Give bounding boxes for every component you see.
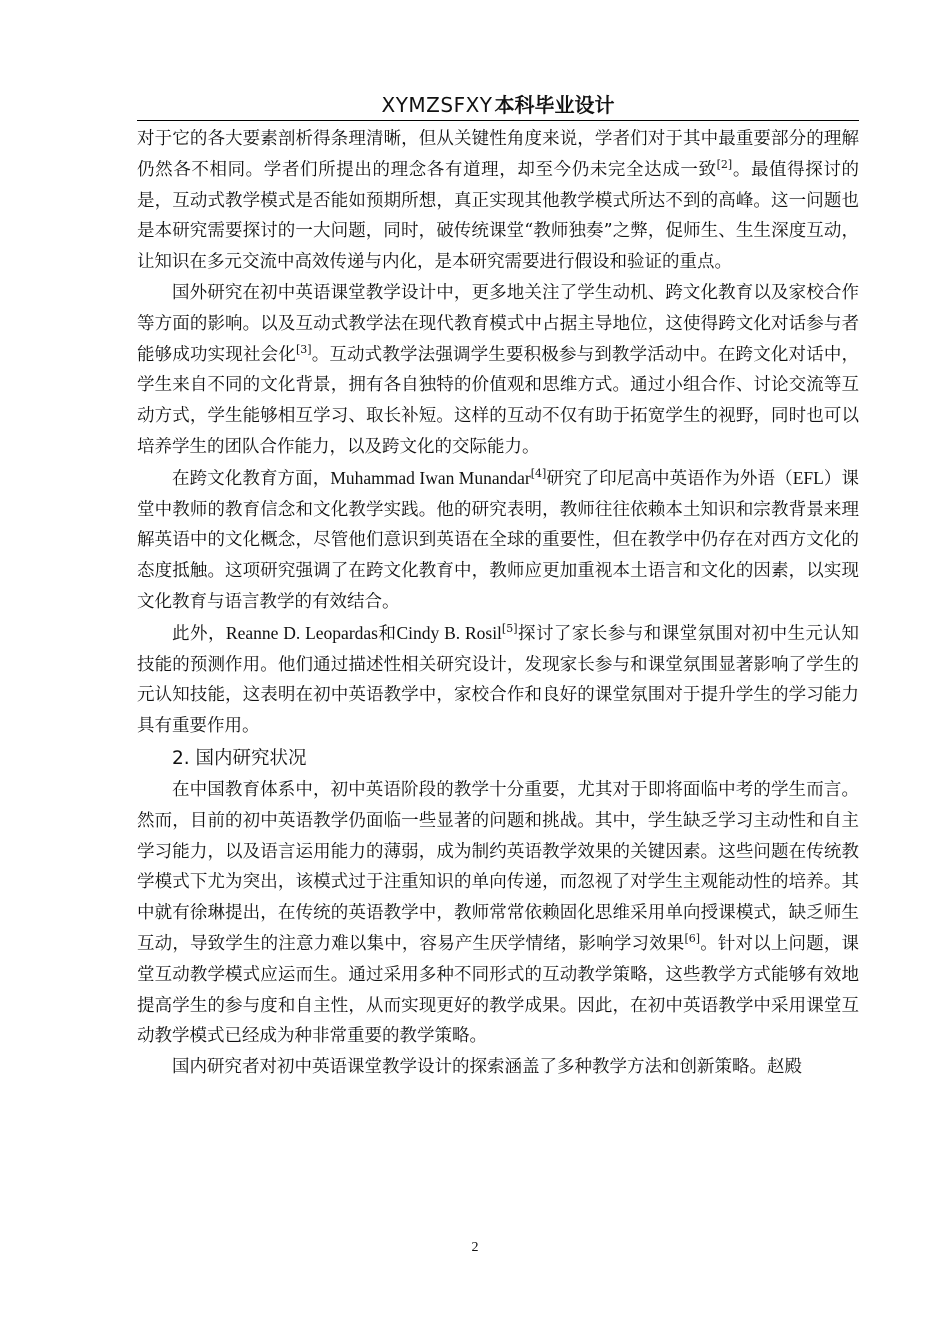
- citation-ref: [5]: [501, 621, 518, 635]
- citation-ref: [2]: [716, 157, 733, 171]
- paragraph-6: [137, 1052, 859, 1083]
- paragraph-3: [137, 463, 859, 618]
- document-body: [137, 124, 859, 1083]
- paragraph-2: [137, 278, 859, 463]
- paragraph-text: 对于它的各大要素剖析得条理清晰，但从关键性角度来说，学者们对于其中最重要部分的理解仍然各不相同。学者们所提出的理念各有道理，却至今仍未完全达成一致: [137, 129, 859, 180]
- paragraph-text: 此外，: [172, 623, 226, 644]
- paragraph-text: 探讨了家长参与和课堂氛围对初中生元认知技能的预测作用。他们通过描述性相关研究设计，发现家长参与和课堂氛围显著影响了学生的元认知技能，这表明在初中英语教学中，家校合作和良好的课堂氛围对于提升学生的学习能力具有重要作用。: [137, 623, 859, 737]
- paragraph-text: 在跨文化教育方面，: [172, 468, 331, 489]
- author-name: Muhammad Iwan Munandar: [330, 467, 531, 488]
- paragraph-text: 国内研究者对初中英语课堂教学设计的探索涵盖了多种教学方法和创新策略。赵殿: [172, 1057, 802, 1078]
- paragraph-text: 。针对以上问题，课堂互动教学模式应运而生。通过采用多种不同形式的互动教学策略，这些教学方式能够有效地提高学生的参与度和自主性，从而实现更好的教学成果。因此，在初中英语教学中采用课堂互动教学模式已经成为种非常重要的教学策略。: [137, 933, 860, 1047]
- header-label: 本科毕业设计: [494, 93, 615, 117]
- citation-ref: [6]: [684, 932, 701, 946]
- paragraph-text: ）课堂中教师的教育信念和文化教学实践。他的研究表明，教师往往依赖本土知识和宗教背景来理解英语中的文化概念，尽管他们意识到英语在全球的重要性，但在教学中仍存在对西方文化的态度抵触。这项研究强调了在跨文化教育中，教师应更加重视本土语言和文化的因素，以实现文化教育与语言教学的有效结合。: [137, 468, 860, 612]
- page-header: [137, 92, 859, 121]
- paragraph-5: [137, 775, 859, 1052]
- author-name: Reanne D. Leopardas: [225, 622, 378, 643]
- paragraph-1: [137, 124, 859, 278]
- paragraph-4: [137, 618, 859, 742]
- paragraph-text: 。互动式教学法强调学生要积极参与到教学活动中。在跨文化对话中，学生来自不同的文化背景，拥有各自独特的价值观和思维方式。通过小组合作、讨论交流等互动方式，学生能够相互学习、取长补短。这样的互动不仅有助于拓宽学生的视野，同时也可以培养学生的团队合作能力，以及跨文化的交际能力。: [137, 344, 860, 457]
- paragraph-text: 。最值得探讨的是，互动式教学模式是否能如预期所想，真正实现其他教学模式所达不到的高峰。这一问题也是本研究需要探讨的一大问题，同时，破传统课堂“教师独奏”之弊，促师生、生生深度互动，让知识在多元交流中高效传递与内化，是本研究需要进行假设和验证的重点。: [137, 159, 860, 273]
- header-code: XYMZSFXY: [381, 93, 493, 117]
- page-number: 2: [471, 1240, 479, 1255]
- paragraph-text: 研究了印尼高中英语作为外语（: [546, 468, 793, 489]
- section-heading: 2. 国内研究状况: [172, 747, 307, 769]
- author-name: Cindy B. Rosil: [396, 622, 502, 643]
- citation-ref: [3]: [295, 342, 312, 356]
- paragraph-text: 在中国教育体系中，初中英语阶段的教学十分重要，尤其对于即将面临中考的学生而言。然而，目前的初中英语教学仍面临一些显著的问题和挑战。其中，学生缺乏学习主动性和自主学习能力，以及语言运用能力的薄弱，成为制约英语教学效果的关键因素。这些问题在传统教学模式下尤为突出，该模式过于注重知识的单向传递，而忽视了对学生主观能动性的培养。其中就有徐琳提出，在传统的英语教学中，教师常常依赖固化思维采用单向授课模式，缺乏师生互动，导致学生的注意力难以集中，容易产生厌学情绪，影响学习效果: [137, 779, 859, 954]
- paragraph-text: 国外研究在初中英语课堂教学设计中，更多地关注了学生动机、跨文化教育以及家校合作等方面的影响。以及互动式教学法在现代教育模式中占据主导地位，这使得跨文化对话参与者能够成功实现社会化: [137, 282, 859, 365]
- abbreviation: EFL: [792, 467, 824, 488]
- paragraph-text: 和: [377, 623, 397, 644]
- citation-ref: [4]: [530, 466, 547, 480]
